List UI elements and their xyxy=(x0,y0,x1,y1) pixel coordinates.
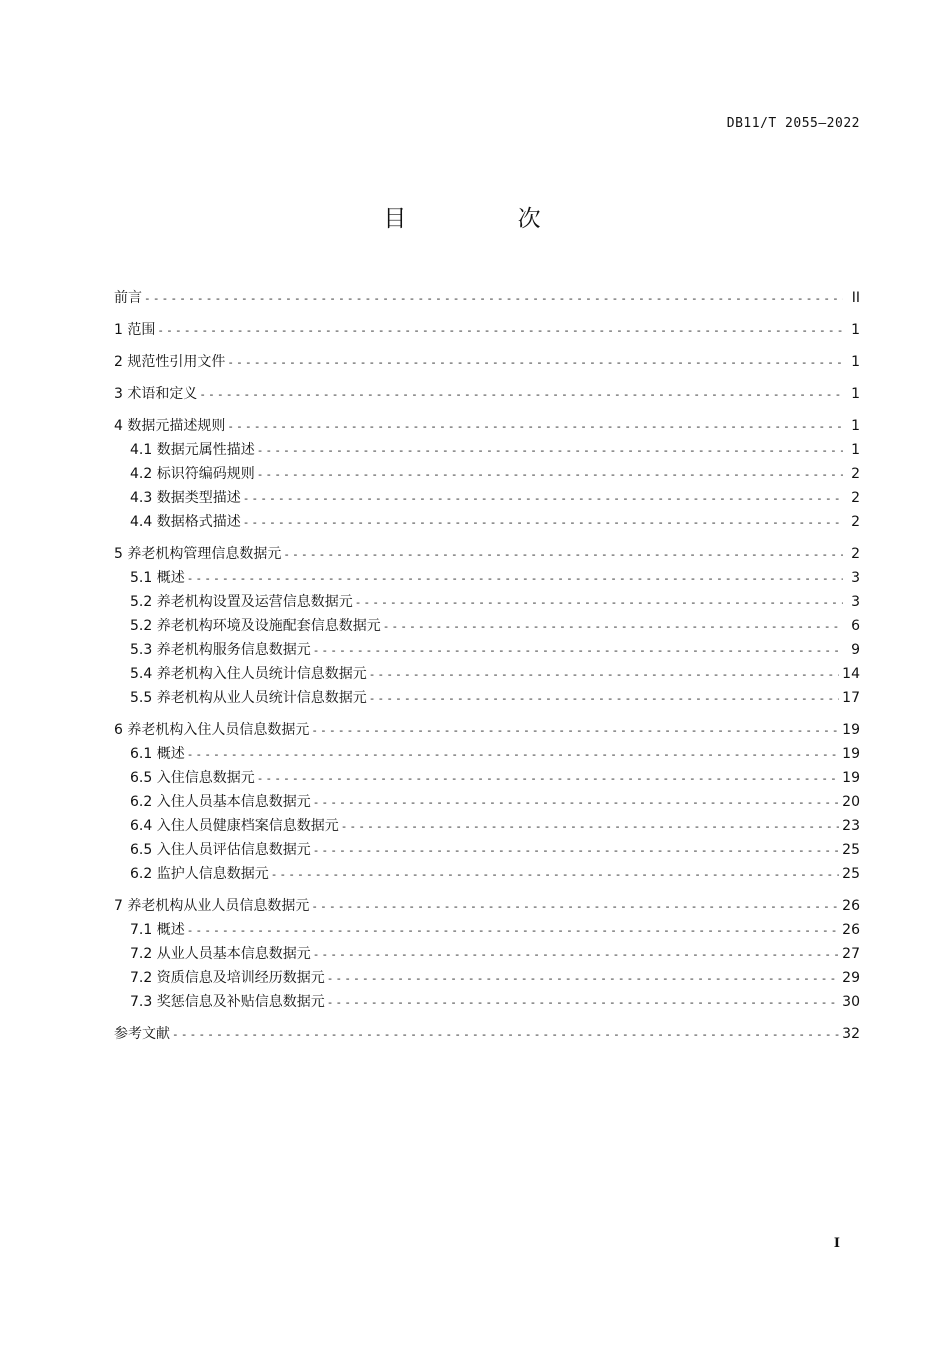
toc-entry-label: 2 规范性引用文件 xyxy=(114,354,226,370)
toc-dot-leader xyxy=(311,898,839,916)
toc-dot-leader xyxy=(157,322,843,340)
toc-entry-page: 2 xyxy=(851,514,860,530)
toc-entry[interactable] xyxy=(114,921,860,945)
toc-entry-page: 2 xyxy=(851,490,860,506)
toc-entry-label: 5.5 养老机构从业人员统计信息数据元 xyxy=(130,690,367,706)
toc-entry-page: 17 xyxy=(842,690,860,706)
toc-entry[interactable] xyxy=(114,465,860,489)
toc-entry-page: 25 xyxy=(842,842,860,858)
toc-entry[interactable] xyxy=(114,545,860,569)
toc-entry[interactable] xyxy=(114,721,860,745)
toc-entry-page: 1 xyxy=(851,386,860,402)
toc-entry-page: 2 xyxy=(851,546,860,562)
toc-entry-label: 3 术语和定义 xyxy=(114,386,198,402)
toc-dot-leader xyxy=(369,690,839,708)
toc-dot-leader xyxy=(271,866,839,884)
toc-entry-page: 27 xyxy=(842,946,860,962)
toc-dot-leader xyxy=(227,354,843,372)
toc-dot-leader xyxy=(187,570,843,588)
toc-dot-leader xyxy=(257,466,843,484)
toc-entry-page: 1 xyxy=(851,322,860,338)
toc-entry-page: 1 xyxy=(851,354,860,370)
toc-entry-label: 4.4 数据格式描述 xyxy=(130,514,241,530)
toc-entry-page: 19 xyxy=(842,746,860,762)
toc-dot-leader xyxy=(257,770,839,788)
toc-entry[interactable] xyxy=(114,321,860,345)
toc-entry-label: 5.1 概述 xyxy=(130,570,185,586)
toc-entry-page: 19 xyxy=(842,770,860,786)
toc-entry[interactable] xyxy=(114,617,860,641)
toc-entry-label: 7 养老机构从业人员信息数据元 xyxy=(114,898,310,914)
toc-entry[interactable] xyxy=(114,289,860,313)
toc-entry[interactable] xyxy=(114,353,860,377)
toc-dot-leader xyxy=(199,386,843,404)
toc-entry-label: 7.2 从业人员基本信息数据元 xyxy=(130,946,311,962)
toc-entry-label: 7.2 资质信息及培训经历数据元 xyxy=(130,970,325,986)
toc-entry[interactable] xyxy=(114,489,860,513)
page-title: 目 次 xyxy=(383,206,593,232)
toc-dot-leader xyxy=(172,1026,839,1044)
toc-entry[interactable] xyxy=(114,569,860,593)
toc-dot-leader xyxy=(187,746,839,764)
toc-entry-page: 2 xyxy=(851,466,860,482)
toc-entry-label: 5.2 养老机构环境及设施配套信息数据元 xyxy=(130,618,381,634)
toc-entry[interactable] xyxy=(114,841,860,865)
toc-entry-label: 前言 xyxy=(114,290,142,306)
toc-entry-label: 4 数据元描述规则 xyxy=(114,418,226,434)
toc-dot-leader xyxy=(313,794,839,812)
toc-dot-leader xyxy=(327,994,839,1012)
document-code: DB11/T 2055—2022 xyxy=(726,116,860,131)
toc-entry[interactable] xyxy=(114,865,860,889)
toc-entry[interactable] xyxy=(114,665,860,689)
toc-entry[interactable] xyxy=(114,769,860,793)
toc-entry-page: 32 xyxy=(842,1026,860,1042)
toc-entry-label: 5.4 养老机构入住人员统计信息数据元 xyxy=(130,666,367,682)
toc-entry-label: 5.2 养老机构设置及运营信息数据元 xyxy=(130,594,353,610)
toc-entry-label: 5.3 养老机构服务信息数据元 xyxy=(130,642,311,658)
toc-entry-label: 参考文献 xyxy=(114,1026,170,1042)
toc-entry-page: 30 xyxy=(842,994,860,1010)
toc-entry-page: 3 xyxy=(851,594,860,610)
toc-entry-label: 5 养老机构管理信息数据元 xyxy=(114,546,282,562)
toc-entry-label: 6.5 入住信息数据元 xyxy=(130,770,255,786)
toc-entry[interactable] xyxy=(114,641,860,665)
toc-dot-leader xyxy=(227,418,843,436)
toc-entry-page: 6 xyxy=(851,618,860,634)
toc-entry[interactable] xyxy=(114,513,860,537)
toc-entry-label: 6.2 入住人员基本信息数据元 xyxy=(130,794,311,810)
toc-entry-page: 20 xyxy=(842,794,860,810)
toc-entry[interactable] xyxy=(114,897,860,921)
toc-entry-page: 19 xyxy=(842,722,860,738)
toc-entry-page: 14 xyxy=(842,666,860,682)
toc-entry[interactable] xyxy=(114,441,860,465)
toc-entry[interactable] xyxy=(114,745,860,769)
toc-dot-leader xyxy=(369,666,839,684)
toc-entry-label: 7.3 奖惩信息及补贴信息数据元 xyxy=(130,994,325,1010)
toc-dot-leader xyxy=(257,442,843,460)
toc-dot-leader xyxy=(313,842,839,860)
toc-entry-page: 1 xyxy=(851,418,860,434)
toc-entry-page: 26 xyxy=(842,922,860,938)
toc-entry-label: 4.3 数据类型描述 xyxy=(130,490,241,506)
toc-entry[interactable] xyxy=(114,969,860,993)
toc-entry-label: 1 范围 xyxy=(114,322,156,338)
toc-entry-label: 6.4 入住人员健康档案信息数据元 xyxy=(130,818,339,834)
toc-dot-leader xyxy=(341,818,839,836)
toc-entry[interactable] xyxy=(114,593,860,617)
toc-entry-label: 4.1 数据元属性描述 xyxy=(130,442,255,458)
toc-dot-leader xyxy=(187,922,839,940)
toc-dot-leader xyxy=(355,594,843,612)
toc-entry-label: 7.1 概述 xyxy=(130,922,185,938)
toc-entry-page: 9 xyxy=(851,642,860,658)
toc-dot-leader xyxy=(313,946,839,964)
toc-entry-page: 23 xyxy=(842,818,860,834)
toc-entry[interactable] xyxy=(114,689,860,713)
toc-entry[interactable] xyxy=(114,993,860,1017)
toc-dot-leader xyxy=(243,514,843,532)
toc-dot-leader xyxy=(243,490,843,508)
toc-entry-label: 6 养老机构入住人员信息数据元 xyxy=(114,722,310,738)
toc-entry-label: 6.5 入住人员评估信息数据元 xyxy=(130,842,311,858)
toc-entry[interactable] xyxy=(114,793,860,817)
toc-entry[interactable] xyxy=(114,1025,860,1049)
toc-entry-page: II xyxy=(851,290,860,306)
toc-entry-page: 3 xyxy=(851,570,860,586)
toc-entry[interactable] xyxy=(114,945,860,969)
toc-dot-leader xyxy=(144,290,843,308)
toc-entry-page: 25 xyxy=(842,866,860,882)
toc-dot-leader xyxy=(311,722,839,740)
toc-dot-leader xyxy=(383,618,843,636)
toc-entry-label: 4.2 标识符编码规则 xyxy=(130,466,255,482)
page-number: I xyxy=(833,1236,840,1251)
toc-entry[interactable] xyxy=(114,417,860,441)
toc-entry-page: 29 xyxy=(842,970,860,986)
toc-dot-leader xyxy=(283,546,843,564)
toc-entry-page: 26 xyxy=(842,898,860,914)
toc-entry-label: 6.1 概述 xyxy=(130,746,185,762)
toc-dot-leader xyxy=(327,970,839,988)
toc-entry-label: 6.2 监护人信息数据元 xyxy=(130,866,269,882)
toc-dot-leader xyxy=(313,642,843,660)
toc-entry[interactable] xyxy=(114,817,860,841)
toc-entry-page: 1 xyxy=(851,442,860,458)
table-of-contents xyxy=(114,289,860,1049)
toc-entry[interactable] xyxy=(114,385,860,409)
